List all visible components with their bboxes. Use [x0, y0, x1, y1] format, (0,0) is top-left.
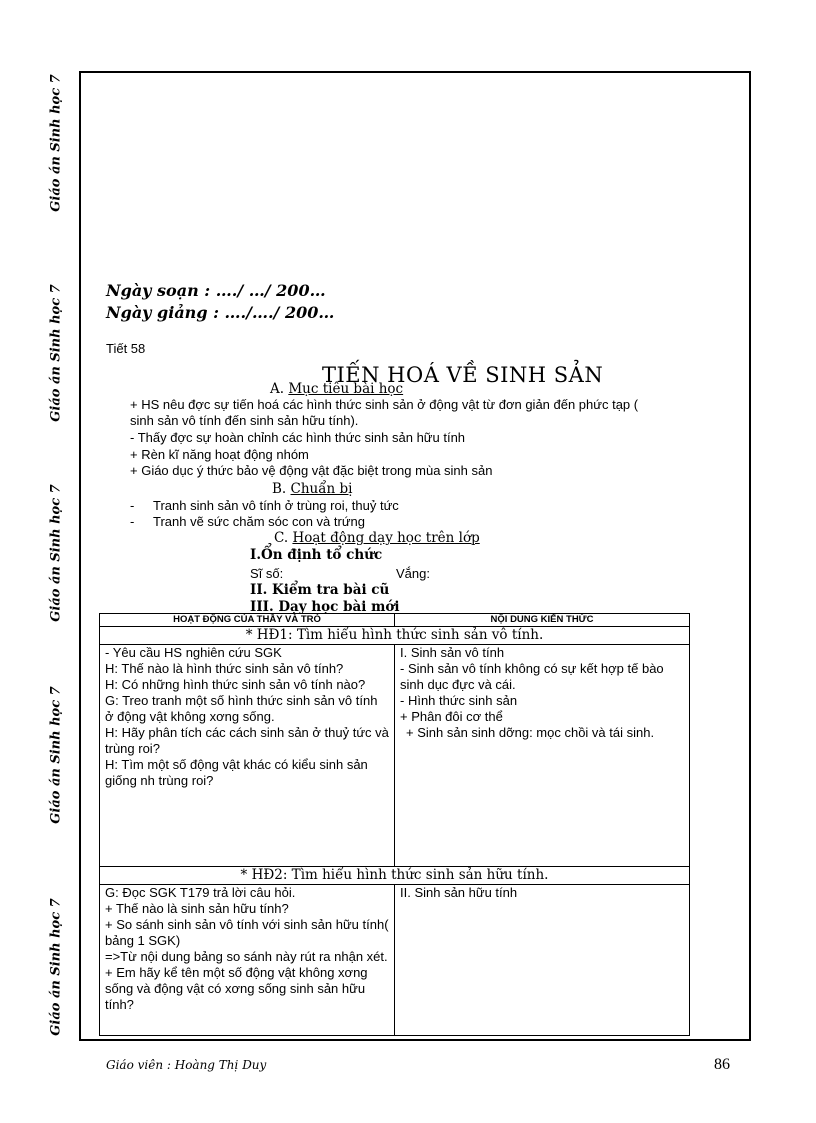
hd2-heading: * HĐ2: Tìm hiểu hình thức sinh sản hữu tính. — [100, 867, 690, 885]
si-so: Sĩ số: — [250, 566, 284, 581]
section-a-line: + HS nêu đợc sự tiến hoá các hình thức sinh sản ở động vật từ đơn giản đến phức tạp ( — [130, 397, 639, 412]
sidebar-label: Giáo án Sinh học 7 — [48, 484, 64, 622]
section-c-item2: II. Kiểm tra bài cũ — [250, 582, 390, 598]
hd1-right-line: + Phân đôi cơ thể — [400, 709, 503, 724]
lesson-table — [99, 613, 690, 1036]
hd2-left-line: + Thế nào là sinh sản hữu tính? — [105, 901, 289, 916]
hd1-left-line: H: Có những hình thức sinh sản vô tính nào? — [105, 677, 366, 692]
section-c-item3: III. Dạy học bài mới — [250, 599, 400, 615]
section-a-line: + Giáo dục ý thức bảo vệ động vật đặc biệt trong mùa sinh sản — [130, 463, 493, 478]
hd2-right-line: II. Sinh sản hữu tính — [400, 885, 518, 900]
hd1-left-line: - Yêu cầu HS nghiên cứu SGK — [105, 645, 282, 660]
footer-teacher: Giáo viên : Hoàng Thị Duy — [106, 1058, 267, 1072]
bullet-text: Tranh sinh sản vô tính ở trùng roi, thuỷ tức — [153, 498, 399, 513]
hd2-left-line: G: Đọc SGK T179 trả lời câu hỏi. — [105, 885, 296, 900]
section-a-line: + Rèn kĩ năng hoạt động nhóm — [130, 447, 309, 462]
hd1-right-line: - Hình thức sinh sản — [400, 693, 518, 708]
hd1-heading: * HĐ1: Tìm hiểu hình thức sinh sản vô tính. — [100, 627, 690, 645]
bullet-mark: - — [130, 498, 135, 513]
hd2-left-line: + Em hãy kể tên một số động vật không xơng sống và động vật có xơng sống sinh sản hữu tính? — [105, 965, 368, 1012]
table-header-right: NỘI DUNG KIẾN THỨC — [395, 614, 690, 627]
section-b-heading — [272, 481, 352, 497]
section-a-title: Mục tiêu bài học — [288, 381, 404, 397]
vang: Vắng: — [396, 566, 430, 581]
section-b-title: Chuẩn bị — [290, 481, 353, 497]
bullet-mark: - — [130, 514, 135, 529]
sidebar-label: Giáo án Sinh học 7 — [48, 284, 64, 422]
hd1-right-line: I. Sinh sản vô tính — [400, 645, 505, 660]
sidebar-label: Giáo án Sinh học 7 — [48, 686, 64, 824]
hd1-right-cell — [395, 645, 690, 867]
section-c-item1: I.Ổn định tổ chức — [250, 547, 383, 563]
section-c-title: Hoạt động dạy học trên lớp — [292, 530, 480, 546]
hd1-left-line: H: Thế nào là hình thức sinh sản vô tính? — [105, 661, 344, 676]
hd2-left-line: =>Từ nội dung bảng so sánh này rút ra nhận xét. — [105, 949, 388, 964]
hd2-right-cell — [395, 885, 690, 1036]
hd1-left-cell — [100, 645, 395, 867]
section-b-bullet — [130, 514, 366, 530]
hd1-right-line: + Sinh sản sinh dỡng: mọc chồi và tái sinh. — [406, 725, 655, 740]
hd1-left-line: G: Treo tranh một số hình thức sinh sản vô tính ở động vật không xơng sống. — [105, 693, 378, 724]
section-a-letter: A. — [270, 381, 285, 397]
page-title: TIẾN HOÁ VỀ SINH SẢN — [322, 363, 604, 387]
page-number: 86 — [714, 1056, 730, 1073]
ngay-giang: Ngày giảng : …./…./ 200… — [106, 303, 335, 322]
hd1-left-line: H: Tìm một số động vật khác có kiểu sinh sản giống nh trùng roi? — [105, 757, 368, 788]
section-c-letter: C. — [274, 530, 289, 546]
hd1-right-line: - Sinh sản vô tính không có sự kết hợp tế bào sinh dục đực và cái. — [400, 661, 664, 692]
section-b-bullet — [130, 498, 399, 514]
section-a-heading — [270, 381, 403, 397]
section-b-letter: B. — [272, 481, 287, 497]
section-a-line: - Thấy đợc sự hoàn chỉnh các hình thức sinh sản hữu tính — [130, 430, 466, 445]
hd2-left-line: + So sánh sinh sản vô tính với sinh sản hữu tính( bảng 1 SGK) — [105, 917, 389, 948]
hd2-left-cell — [100, 885, 395, 1036]
sidebar-label: Giáo án Sinh học 7 — [48, 898, 64, 1036]
section-a-line: sinh sản vô tính đến sinh sản hữu tính). — [130, 413, 359, 428]
hd1-left-line: H: Hãy phân tích các cách sinh sản ở thuỷ tức và trùng roi? — [105, 725, 389, 756]
lesson-number: Tiết 58 — [106, 341, 146, 356]
sidebar-label: Giáo án Sinh học 7 — [48, 74, 64, 212]
section-c-heading — [274, 530, 480, 546]
ngay-soan: Ngày soạn : …./ …/ 200… — [106, 281, 326, 300]
table-header-left: HOẠT ĐỘNG CỦA THẦY VÀ TRÒ — [100, 614, 395, 627]
bullet-text: Tranh vẽ sức chăm sóc con và trứng — [153, 514, 366, 529]
